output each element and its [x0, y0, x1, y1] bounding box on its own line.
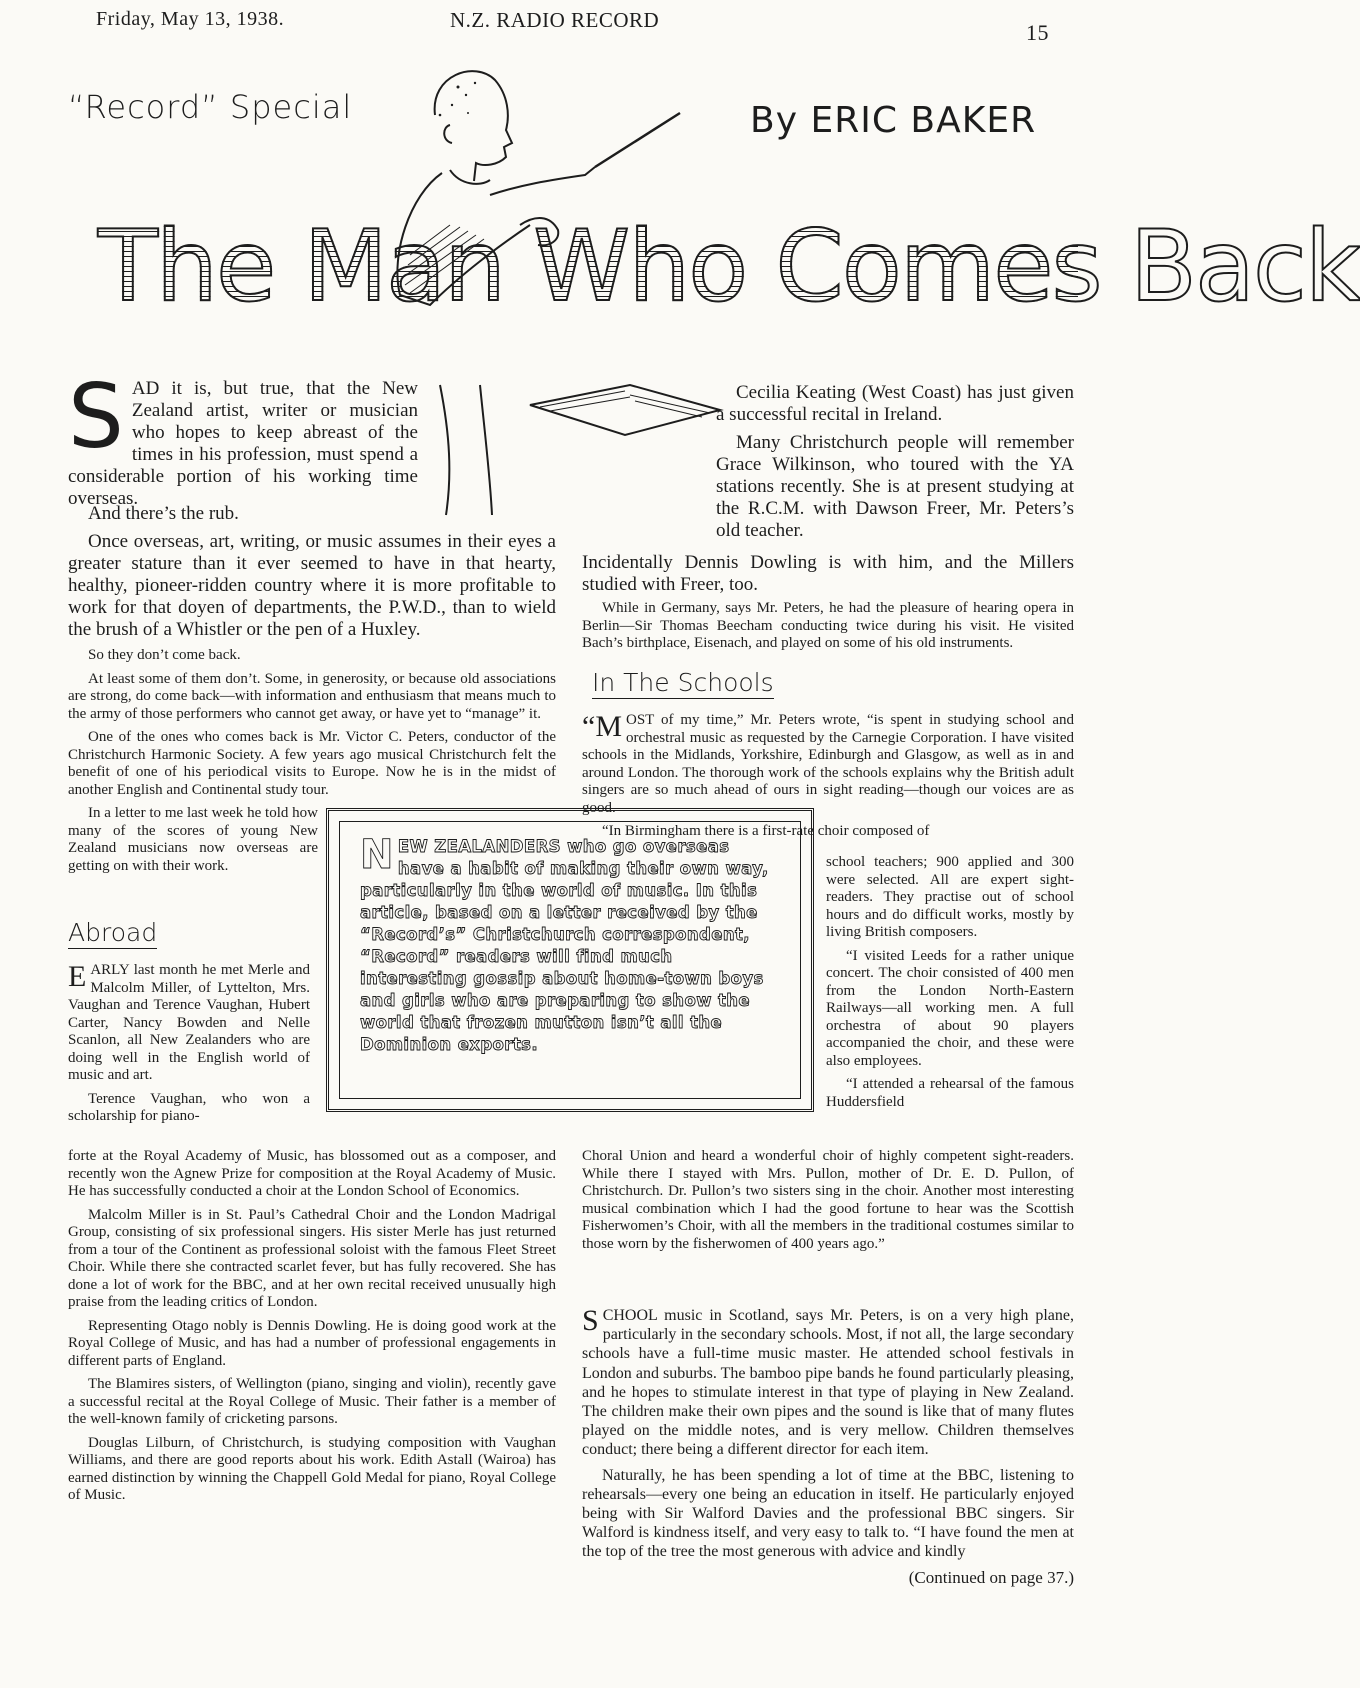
paragraph: Douglas Lilburn, of Christchurch, is studying composition with Vaughan Williams, and there are good reports about his work. Edith Astall (Wairoa) has earned distinction by winning the Chappell Gold Medal for piano, Royal College of Music. [68, 1434, 556, 1503]
conductor-ear [444, 125, 452, 143]
paragraph: “I attended a rehearsal of the famous Huddersfield [826, 1076, 1074, 1110]
paragraph: school teachers; 900 applied and 300 were selected. All are expert sight-readers. They practise out of school hours and do difficult works, mostly by living British composers. [826, 854, 1074, 940]
schools-wide-column [582, 1148, 1074, 1259]
page-number: 15 [1026, 20, 1049, 45]
column-right-continued [582, 552, 1074, 659]
conductor-arm [490, 167, 595, 195]
abroad-narrow-column [68, 962, 310, 1132]
byline: By ERIC BAKER [750, 100, 1037, 141]
conductor-leg-right [480, 385, 492, 515]
paragraph: Once overseas, art, writing, or music assumes in their eyes a greater stature than it ever seemed to have in that hearty, healthy, pioneer-ridden country where it is more profitable to work for that doyen of departments, the P.W.D., than to wield the brush of a Whistler or the pen of a Huxley. [68, 531, 556, 640]
paragraph: Cecilia Keating (West Coast) has just given a successful recital in Ireland. [716, 382, 1074, 425]
callout-text: N EW ZEALANDERS who go overseas have a habit of making their own way, particularly in the world of music. In this article, based on a letter received by the “Record’s” Christchurch correspondent, “Record” readers will find much interesting gossip about home-town boys and girls who are preparing to show the world that frozen mutton isn’t all the Dominion exports. [339, 821, 801, 1099]
paragraph: So they don’t come back. [88, 647, 241, 663]
initial-letter: S [582, 1304, 599, 1337]
publication-name: N.Z. RADIO RECORD [450, 8, 660, 32]
paragraph: Many Christchurch people will remember Grace Wilkinson, who toured with the YA stations recently. She is at present studying at the R.C.M. with Dawson Freer, Mr. Peters’s old teacher. [716, 432, 1074, 541]
callout-initial: N [360, 832, 394, 878]
continued-note: (Continued on page 37.) [908, 1567, 1074, 1587]
paragraph: The Blamires sisters, of Wellington (piano, singing and violin), recently gave a successful recital at the Royal College of Music. Their father is a member of the well-known family of cricketing parsons. [68, 1376, 556, 1427]
paragraph: Malcolm Miller is in St. Paul’s Cathedral Choir and the London Madrigal Group, consisting of six professional singers. His sister Merle has just returned from a tour of the Continent as professional soloist with the famous Fleet Street Choir. While there she contracted scarlet fever, but has fully recovered. She has done a lot of work for the BBC, and at her own recital received unusually high praise from the leading critics of London. [68, 1206, 556, 1310]
paragraph: E ARLY last month he met Merle and Malcolm Miller, of Lyttelton, Mrs. Vaughan and Terence Vaughan, Hubert Carter, Nancy Bowden and Nelle Scanlon, all New Zealanders who are doing well in the English world of music and art. [68, 960, 310, 1083]
schools-heading: In The Schools [592, 668, 774, 697]
intro-text: AD it is, but true, that the New Zealand artist, writer or musician who hopes to keep abreast of the times in his profession, must spend a considerable portion of his working time overseas. [68, 378, 418, 509]
paragraph: “In Birmingham there is a first-rate choir composed of [602, 823, 930, 839]
scotland-column [582, 1306, 1074, 1587]
paragraph: Incidentally Dennis Dowling is with him, and the Millers studied with Freer, too. [582, 552, 1074, 595]
headline: The Man Who Comes Back [98, 210, 1360, 324]
paragraph: While in Germany, says Mr. Peters, he had the pleasure of hearing opera in Berlin—Sir Thomas Beecham conducting twice during his visit. He visited Bach’s birthplace, Eisenach, and played on some of his old instruments. [582, 600, 1074, 651]
paragraph: Terence Vaughan, who won a scholarship for piano- [68, 1090, 310, 1124]
conductor-collar [450, 170, 490, 184]
baton [595, 113, 680, 167]
abroad-heading: Abroad [68, 918, 158, 947]
paragraph: “I visited Leeds for a rather unique concert. The choir consisted of 400 men from the London North-Eastern Railways—all working men. A full orchestra of about 90 players accompanied the choir, and these were also employees. [826, 947, 1074, 1069]
initial-letter: E [68, 960, 87, 993]
paragraph: One of the ones who comes back is Mr. Victor C. Peters, conductor of the Christchurch Harmonic Society. A few years ago musical Christchurch felt the benefit of one of his periodical visits to Europe. Now he is in the midst of another English and Continental study tour. [68, 729, 556, 798]
paragraph: “M OST of my time,” Mr. Peters wrote, “is spent in studying school and orchestral music as requested by the Carnegie Corporation. I have visited schools in the Midlands, Yorkshire, Edinburgh and Glasgow, as well as in and around London. The thorough work of the schools explains why the British adult singers are so much ahead of ours in sight reading—though our voices are as good. [582, 710, 1074, 816]
paragraph: forte at the Royal Academy of Music, has blossomed out as a composer, and recently won the Agnew Prize for composition at the Royal Academy of Music. He has successfully conducted a choir at the London School of Economics. [68, 1148, 556, 1199]
abroad-wide-column [68, 1148, 556, 1511]
paragraph: S CHOOL music in Scotland, says Mr. Peters, is on a very high plane, particularly in the secondary schools. Most, if not all, the large secondary schools have a full-time music master. He attended school festivals in London and suburbs. The bamboo pipe bands he found particularly pleasing, and he hopes to stimulate interest in that type of playing in New Zealand. The children make their own pipes and the sound is like that of many flutes played on the middle notes, and is very mellow. Children themselves conduct; there being a different director for each item. [582, 1304, 1074, 1459]
paragraph: At least some of them don’t. Some, in generosity, or because old associations are strong, do come back—with information and enthusiasm that means much to the army of those performers who cannot get away, or have yet to “manage” it. [68, 670, 556, 722]
issue-date: Friday, May 13, 1938. [96, 8, 285, 30]
paragraph: Naturally, he has been spending a lot of time at the BBC, listening to rehearsals—every one being an education in itself. He particularly enjoyed being with Sir Walford Davies and the professional BBC singers. Sir Walford is kindness itself, and very easy to talk to. “I have found the men at the top of the tree the most generous with advice and kindly [582, 1466, 1074, 1561]
paragraph: And there’s the rub. [88, 503, 239, 524]
column-right-top [716, 382, 1074, 542]
conductor-leg-left [440, 385, 449, 515]
callout-box [326, 808, 814, 1112]
initial-letter: “M [582, 710, 622, 743]
paragraph: Representing Otago nobly is Dennis Dowling. He is doing good work at the Royal College of Music, and has had a number of professional engagements in different parts of England. [68, 1317, 556, 1369]
kicker: “Record” Special [68, 88, 353, 126]
intro-paragraph [68, 365, 418, 510]
paragraph: Choral Union and heard a wonderful choir of highly competent sight-readers. While there I stayed with Mrs. Pullon, mother of Dr. E. D. Pullon, of Christchurch. Dr. Pullon’s two sisters sing in the choir. Another most interesting musical combination which I had the good fortune to hear was the Scottish Fisherwomen’s Choir, with all the members in the traditional costumes similar to those worn by the fisherwomen of 400 years ago.” [582, 1148, 1074, 1252]
schools-narrow-column [826, 854, 1074, 1111]
paragraph: In a letter to me last week he told how many of the scores of young New Zealand musicians now overseas are getting on with their work. [68, 805, 318, 874]
drop-cap: S [68, 365, 124, 468]
